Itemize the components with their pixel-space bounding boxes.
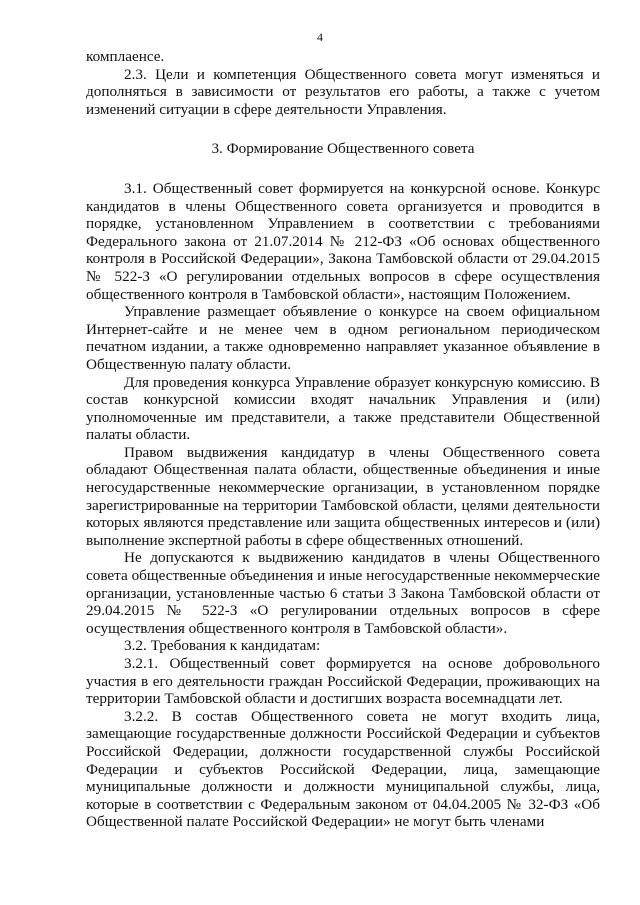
paragraph-3-1: 3.1. Общественный совет формируется на конкурсной основе. Конкурс кандидатов в члены Общественного совета организуется и проводится в порядке, установленном Управлением в соответствии с требованиями Федерального закона от 21.07.2014 № 212-ФЗ «Об основах общественного контроля в Российской Федерации», Закона Тамбовской области от 29.04.2015 № 522-З «О регулировании отдельных вопросов в сфере осуществления общественного контроля в Тамбовской области», настоящим Положением. xyxy=(86,179,600,303)
paragraph-2-3: 2.3. Цели и компетенция Общественного совета могут изменяться и дополняться в зависимости от результатов его работы, а также с учетом изменений ситуации в сфере деятельности Управления. xyxy=(86,65,600,118)
section-heading: 3. Формирование Общественного совета xyxy=(211,140,475,158)
paragraph-3-2: 3.2. Требования к кандидатам: xyxy=(124,637,321,655)
paragraph-commission: Для проведения конкурса Управление образует конкурсную комиссию. В состав конкурсной комиссии входят начальник Управления и (или) уполномоченные им представители, а также представители Общественной палаты области. xyxy=(86,373,600,444)
page-number: 4 xyxy=(317,30,323,44)
continuation-text: комплаенсе. xyxy=(86,48,165,65)
paragraph-announcement: Управление размещает объявление о конкурсе на своем официальном Интернет-сайте и не менее чем в одном региональном периодическом печатном издании, а также одновременно направляет указанное объявление в Общественную палату области. xyxy=(86,303,600,373)
paragraph-nomination: Правом выдвижения кандидатур в члены Общественного совета обладают Общественная палата области, общественные объединения и иные негосударственные некоммерческие организации, в установленном порядке зарегистрированные на территории Тамбовской области, целями деятельности которых являются представление или защита общественных интересов и (или) выполнение экспертной работы в сфере общественных отношений. xyxy=(86,443,600,549)
paragraph-3-2-2: 3.2.2. В состав Общественного совета не могут входить лица, замещающие государственные должности Российской Федерации и субъектов Российской Федерации, должности государственной службы Российской Федерации и субъектов Российской Федерации, лица, замещающие муниципальные должности и должности муниципальной службы, лица, которые в соответствии с Федеральным законом от 04.04.2005 № 32-ФЗ «Об Общественной палате Российской Федерации» не могут быть членами xyxy=(86,707,600,831)
document-body xyxy=(86,48,600,831)
paragraph-3-2-1: 3.2.1. Общественный совет формируется на основе добровольного участия в его деятельности граждан Российской Федерации, проживающих на территории Тамбовской области и достигших возраста восемнадцати лет. xyxy=(86,655,600,708)
paragraph-not-allowed: Не допускаются к выдвижению кандидатов в члены Общественного совета общественные объединения и иные негосударственные некоммерческие организации, установленные частью 6 статьи 3 Закона Тамбовской области от 29.04.2015 № 522-З «О регулировании отдельных вопросов в сфере осуществления общественного контроля в Тамбовской области». xyxy=(86,549,600,637)
